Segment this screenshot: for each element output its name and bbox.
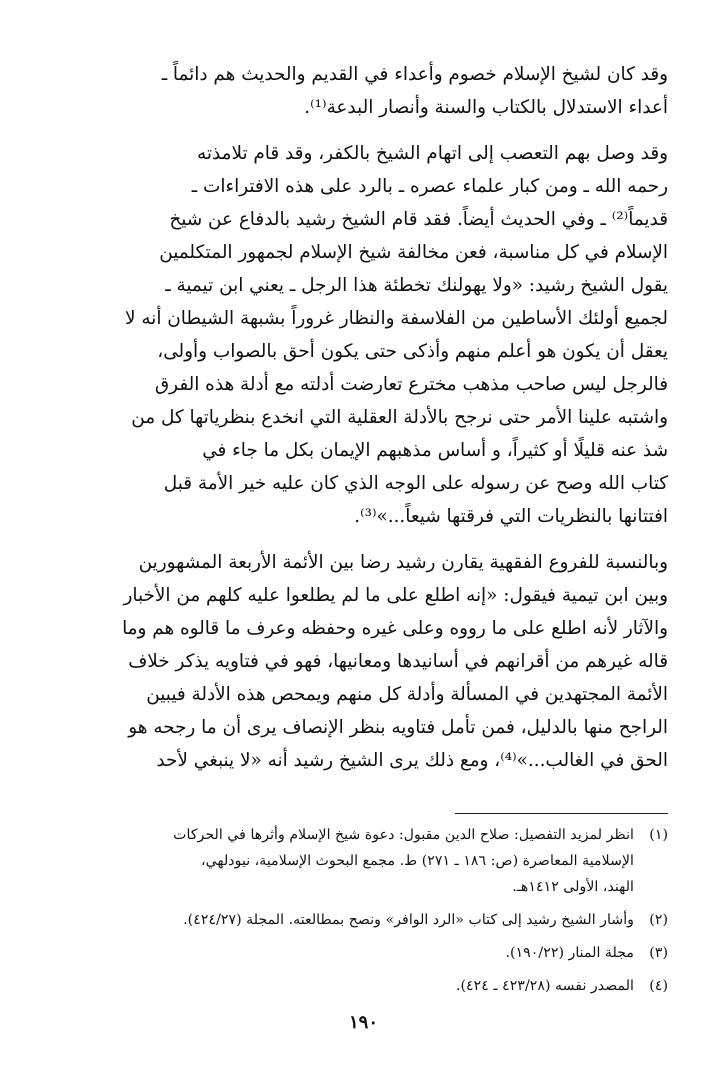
text-line: كتاب الله وصح عن رسوله على الوجه الذي كان عليه خير الأمة قبل — [163, 473, 668, 494]
text-line: يعقل أن يكون هو أعلم منهم وأذكى حتى يكون أحق بالصواب وأولى، — [157, 341, 668, 362]
text-line: أعداء الاستدلال بالكتاب والسنة وأنصار البدعة⁽¹⁾. — [304, 97, 668, 118]
text-line: الإسلام في كل مناسبة، فعن مخالفة شيخ الإسلام لجمهور المتكلمين — [159, 242, 668, 263]
footnote-number: (٤) — [649, 978, 668, 994]
paragraph-2 — [60, 137, 668, 533]
footnote-number: (٣) — [649, 945, 668, 961]
text-line: قديماً⁽²⁾ ـ وفي الحديث أيضاً. فقد قام الشيخ رشيد بالدفاع عن شيخ — [169, 209, 668, 230]
text-line: وقد كان لشيخ الإسلام خصوم وأعداء في القديم والحديث هم دائماً ـ — [161, 64, 668, 85]
text-line: وبين ابن تيمية فيقول: «إنه اطلع على ما لم يطلعوا عليه كلهم من الأخبار — [123, 585, 668, 606]
footnote-line: الهند، الأولى ١٤١٢هـ. — [512, 879, 634, 895]
text-line: فالرجل ليس صاحب مذهب مخترع تعارضت أدلته مع أدلة هذه الفرق — [154, 374, 668, 395]
footnote-line: الإسلامية المعاصرة (ص: ١٨٦ ـ ٢٧١) ط. مجمع البحوث الإسلامية، نيودلهي، — [201, 853, 634, 869]
footnote-separator — [455, 813, 668, 814]
paragraph-1 — [60, 58, 668, 124]
footnote-line: انظر لمزيد التفصيل: صلاح الدين مقبول: دعوة شيخ الإسلام وأثرها في الحركات — [173, 827, 634, 843]
main-text — [60, 58, 668, 777]
footnote-line: وأشار الشيخ رشيد إلى كتاب «الرد الوافر» ونصح بمطالعته. المجلة (٤٢٤/٢٧). — [183, 912, 634, 928]
footnotes — [60, 822, 668, 999]
text-line: افتتانها بالنظريات التي فرقتها شيعاً...»⁽³⁾. — [354, 506, 668, 527]
text-line: وقد وصل بهم التعصب إلى اتهام الشيخ بالكفر، وقد قام تلامذته — [196, 143, 668, 164]
text-line: وبالنسبة للفروع الفقهية يقارن رشيد رضا بين الأئمة الأربعة المشهورين — [138, 552, 668, 573]
text-line: قاله غيرهم من أقرانهم في أسانيدها ومعانيها، فهو في فتاويه يذكر خلاف — [128, 651, 668, 672]
footnote-3 — [60, 940, 668, 966]
text-line: الأئمة المجتهدين في المسألة وأدلة كل منهم ويمحص هذه الأدلة فيبين — [146, 684, 668, 705]
footnote-line: المصدر نفسه (٤٢٣/٢٨ ـ ٤٢٤). — [455, 978, 634, 994]
paragraph-3 — [60, 546, 668, 777]
footnote-number: (٢) — [649, 912, 668, 928]
text-line: يقول الشيخ رشيد: «ولا يهولنك تخطئة هذا الرجل ـ يعني ابن تيمية ـ — [165, 275, 668, 296]
footnote-line: مجلة المنار (١٩٠/٢٢). — [505, 945, 634, 961]
page-number: ١٩٠ — [348, 1012, 378, 1033]
footnote-2 — [60, 907, 668, 933]
text-line: رحمه الله ـ ومن كبار علماء عصره ـ بالرد على هذه الافتراءات ـ — [191, 176, 668, 197]
text-line: الحق في الغالب...»⁽⁴⁾، ومع ذلك يرى الشيخ رشيد أنه «لا ينبغي لأحد — [156, 750, 668, 771]
footnote-number: (١) — [649, 827, 668, 843]
footnote-1 — [60, 822, 668, 900]
footnote-4 — [60, 973, 668, 999]
text-line: شذ عنه قليلًا أو كثيراً، و أساس مذهبهم الإيمان بكل ما جاء في — [202, 440, 668, 461]
text-line: واشتبه علينا الأمر حتى نرجح بالأدلة العقلية التي انخدع بنظرياتها كل من — [131, 407, 668, 428]
text-line: والآثار لأنه اطلع على ما رووه وعلى غيره وحفظه وعرف ما قالوه هم وما — [122, 618, 668, 639]
text-line: لجميع أولئك الأساطين من الفلاسفة والنظار غروراً بشبهة الشيطان أنه لا — [125, 308, 668, 329]
text-line: الراجح منها بالدليل، فمن تأمل فتاويه بنظر الإنصاف يرى أن ما رجحه هو — [128, 717, 668, 738]
